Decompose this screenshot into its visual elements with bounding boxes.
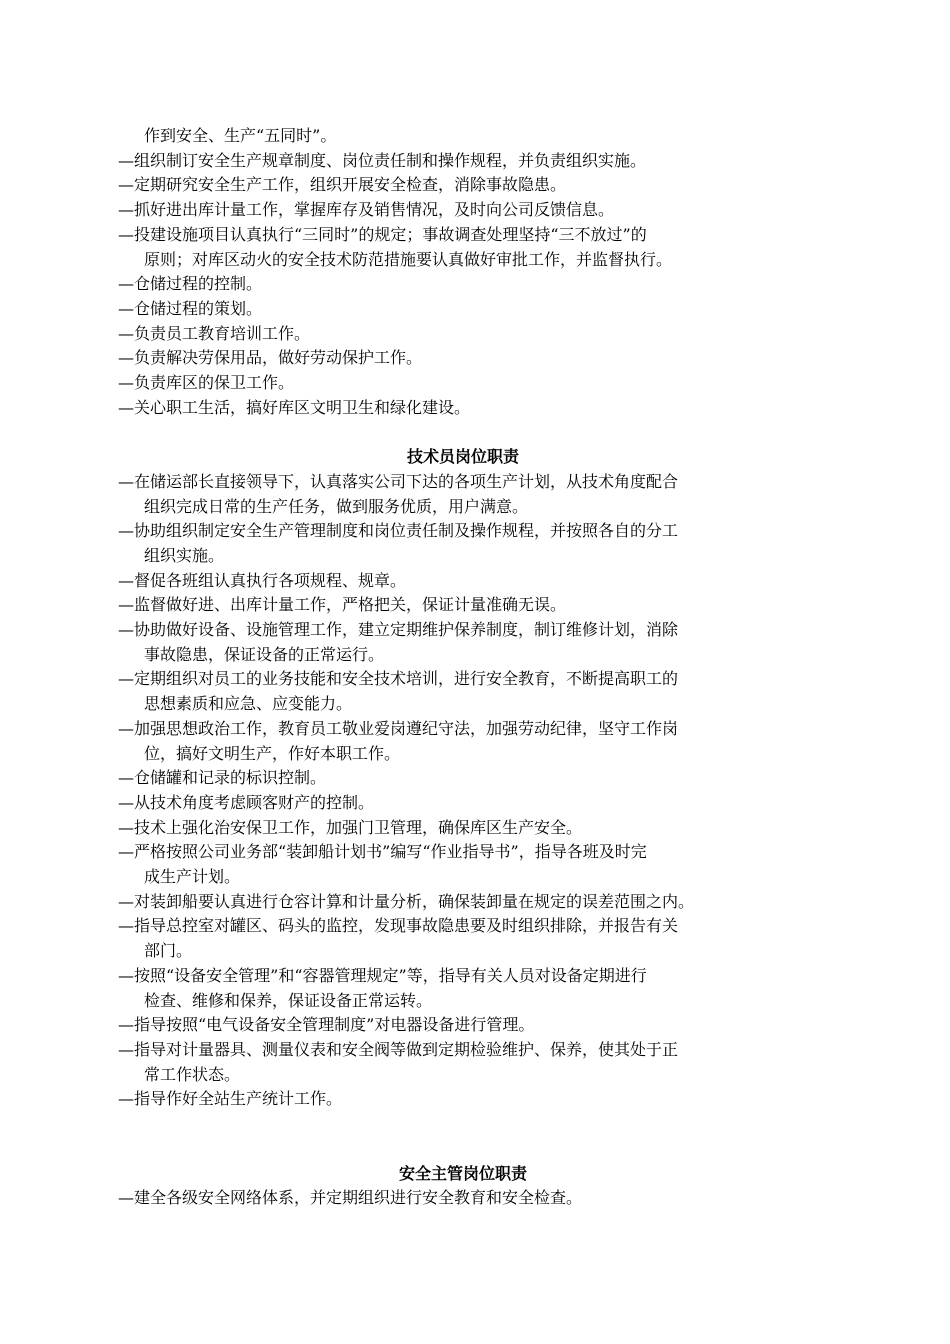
duty-item — [118, 322, 808, 347]
duty-item-continuation: 常工作状态。 — [144, 1064, 241, 1084]
technician-section-title: 技术员岗位职责 — [406, 447, 519, 467]
duty-item-text: —关心职工生活，搞好库区文明卫生和绿化建设。 — [118, 397, 471, 417]
duty-item-text: —定期研究安全生产工作，组织开展安全检查，消除事故隐患。 — [118, 175, 567, 195]
duty-item — [118, 618, 808, 667]
duty-item-continuation: 组织完成日常的生产任务，做到服务优质，用户满意。 — [144, 496, 529, 516]
duty-item-continuation: 部门。 — [144, 941, 193, 961]
duty-item — [118, 396, 808, 421]
duty-item-text: —指导作好全站生产统计工作。 — [118, 1089, 343, 1109]
duty-item — [118, 346, 808, 371]
duty-item-text: —协助组织制定安全生产管理制度和岗位责任制及操作规程，并按照各自的分工 — [118, 521, 679, 541]
duty-item-text: —严格按照公司业务部“装卸船计划书”编写“作业指导书”，指导各班及时完 — [118, 842, 647, 862]
duty-item — [118, 840, 808, 889]
technician-duty-list — [118, 470, 808, 1112]
duty-item — [118, 914, 808, 963]
duty-item-continuation: 检查、维修和保养，保证设备正常运转。 — [144, 990, 433, 1010]
duty-item — [118, 371, 808, 396]
duty-item — [118, 890, 808, 915]
duty-item — [118, 297, 808, 322]
duty-item-continuation: 组织实施。 — [144, 545, 225, 565]
intro-duty-list — [118, 149, 808, 421]
duty-item — [118, 766, 808, 791]
duty-item-text: —投建设施项目认真执行“三同时”的规定；事故调查处理坚持“三不放过”的 — [118, 224, 647, 244]
duty-item-text: —仓储过程的策划。 — [118, 298, 263, 318]
duty-item-text: —组织制订安全生产规章制度、岗位责任制和操作规程，并负责组织实施。 — [118, 150, 647, 170]
safety-duty-list — [118, 1186, 808, 1211]
duty-item — [118, 173, 808, 198]
duty-item — [118, 1087, 808, 1112]
duty-item-text: —定期组织对员工的业务技能和安全技术培训，进行安全教育，不断提高职工的 — [118, 669, 679, 689]
duty-item — [118, 667, 808, 716]
duty-item-continuation: 原则；对库区动火的安全技术防范措施要认真做好审批工作，并监督执行。 — [144, 249, 673, 269]
duty-item — [118, 569, 808, 594]
duty-item-text: —督促各班组认真执行各项规程、规章。 — [118, 570, 407, 590]
duty-item-text: —在储运部长直接领导下，认真落实公司下达的各项生产计划，从技术角度配合 — [118, 471, 679, 491]
duty-item-text: —协助做好设备、设施管理工作，建立定期维护保养制度，制订维修计划，消除 — [118, 620, 679, 640]
duty-item-continuation: 事故隐患，保证设备的正常运行。 — [144, 644, 385, 664]
duty-item-text: —对装卸船要认真进行仓容计算和计量分析，确保装卸量在规定的误差范围之内。 — [118, 891, 695, 911]
duty-item-text: —指导总控室对罐区、码头的监控，发现事故隐患要及时组织排除，并报告有关 — [118, 916, 679, 936]
duty-item — [118, 272, 808, 297]
duty-item-text: —仓储过程的控制。 — [118, 274, 263, 294]
duty-item-text: —指导对计量器具、测量仪表和安全阀等做到定期检验维护、保养，使其处于正 — [118, 1040, 679, 1059]
duty-item-text: —负责解决劳保用品，做好劳动保护工作。 — [118, 348, 423, 368]
duty-item-text: —指导按照“电气设备安全管理制度”对电器设备进行管理。 — [118, 1015, 535, 1035]
duty-item — [118, 1038, 808, 1087]
duty-item — [118, 791, 808, 816]
intro-continuation: 作到安全、生产“五同时”。 — [144, 126, 337, 145]
safety-section-title: 安全主管岗位职责 — [398, 1163, 527, 1183]
duty-item-text: —技术上强化治安保卫工作，加强门卫管理，确保库区生产安全。 — [118, 817, 583, 837]
duty-item — [118, 149, 808, 174]
duty-item-text: —抓好进出库计量工作，掌握库存及销售情况，及时向公司反馈信息。 — [118, 200, 615, 220]
duty-item — [118, 470, 808, 519]
duty-item — [118, 1013, 808, 1038]
duty-item — [118, 198, 808, 223]
duty-item-text: —仓储罐和记录的标识控制。 — [118, 768, 327, 788]
duty-item-continuation: 思想素质和应急、应变能力。 — [144, 694, 353, 714]
duty-item — [118, 1186, 808, 1211]
duty-item-text: —建全各级安全网络体系，并定期组织进行安全教育和安全检查。 — [118, 1188, 583, 1208]
duty-item-text: —按照“设备安全管理”和“容器管理规定”等，指导有关人员对设备定期进行 — [118, 965, 647, 985]
duty-item — [118, 223, 808, 272]
duty-item-text: —从技术角度考虑顾客财产的控制。 — [118, 792, 375, 812]
document-body — [118, 124, 808, 1211]
duty-item — [118, 816, 808, 841]
duty-item-text: —负责库区的保卫工作。 — [118, 373, 295, 393]
duty-item-text: —负责员工教育培训工作。 — [118, 323, 311, 343]
duty-item-text: —监督做好进、出库计量工作，严格把关，保证计量准确无误。 — [118, 595, 567, 615]
duty-item-text: —加强思想政治工作，教育员工敬业爱岗遵纪守法，加强劳动纪律，坚守工作岗 — [118, 718, 679, 738]
duty-item — [118, 717, 808, 766]
duty-item — [118, 964, 808, 1013]
duty-item-continuation: 成生产计划。 — [144, 867, 241, 887]
duty-item — [118, 519, 808, 568]
duty-item — [118, 593, 808, 618]
duty-item-continuation: 位，搞好文明生产，作好本职工作。 — [144, 743, 401, 763]
